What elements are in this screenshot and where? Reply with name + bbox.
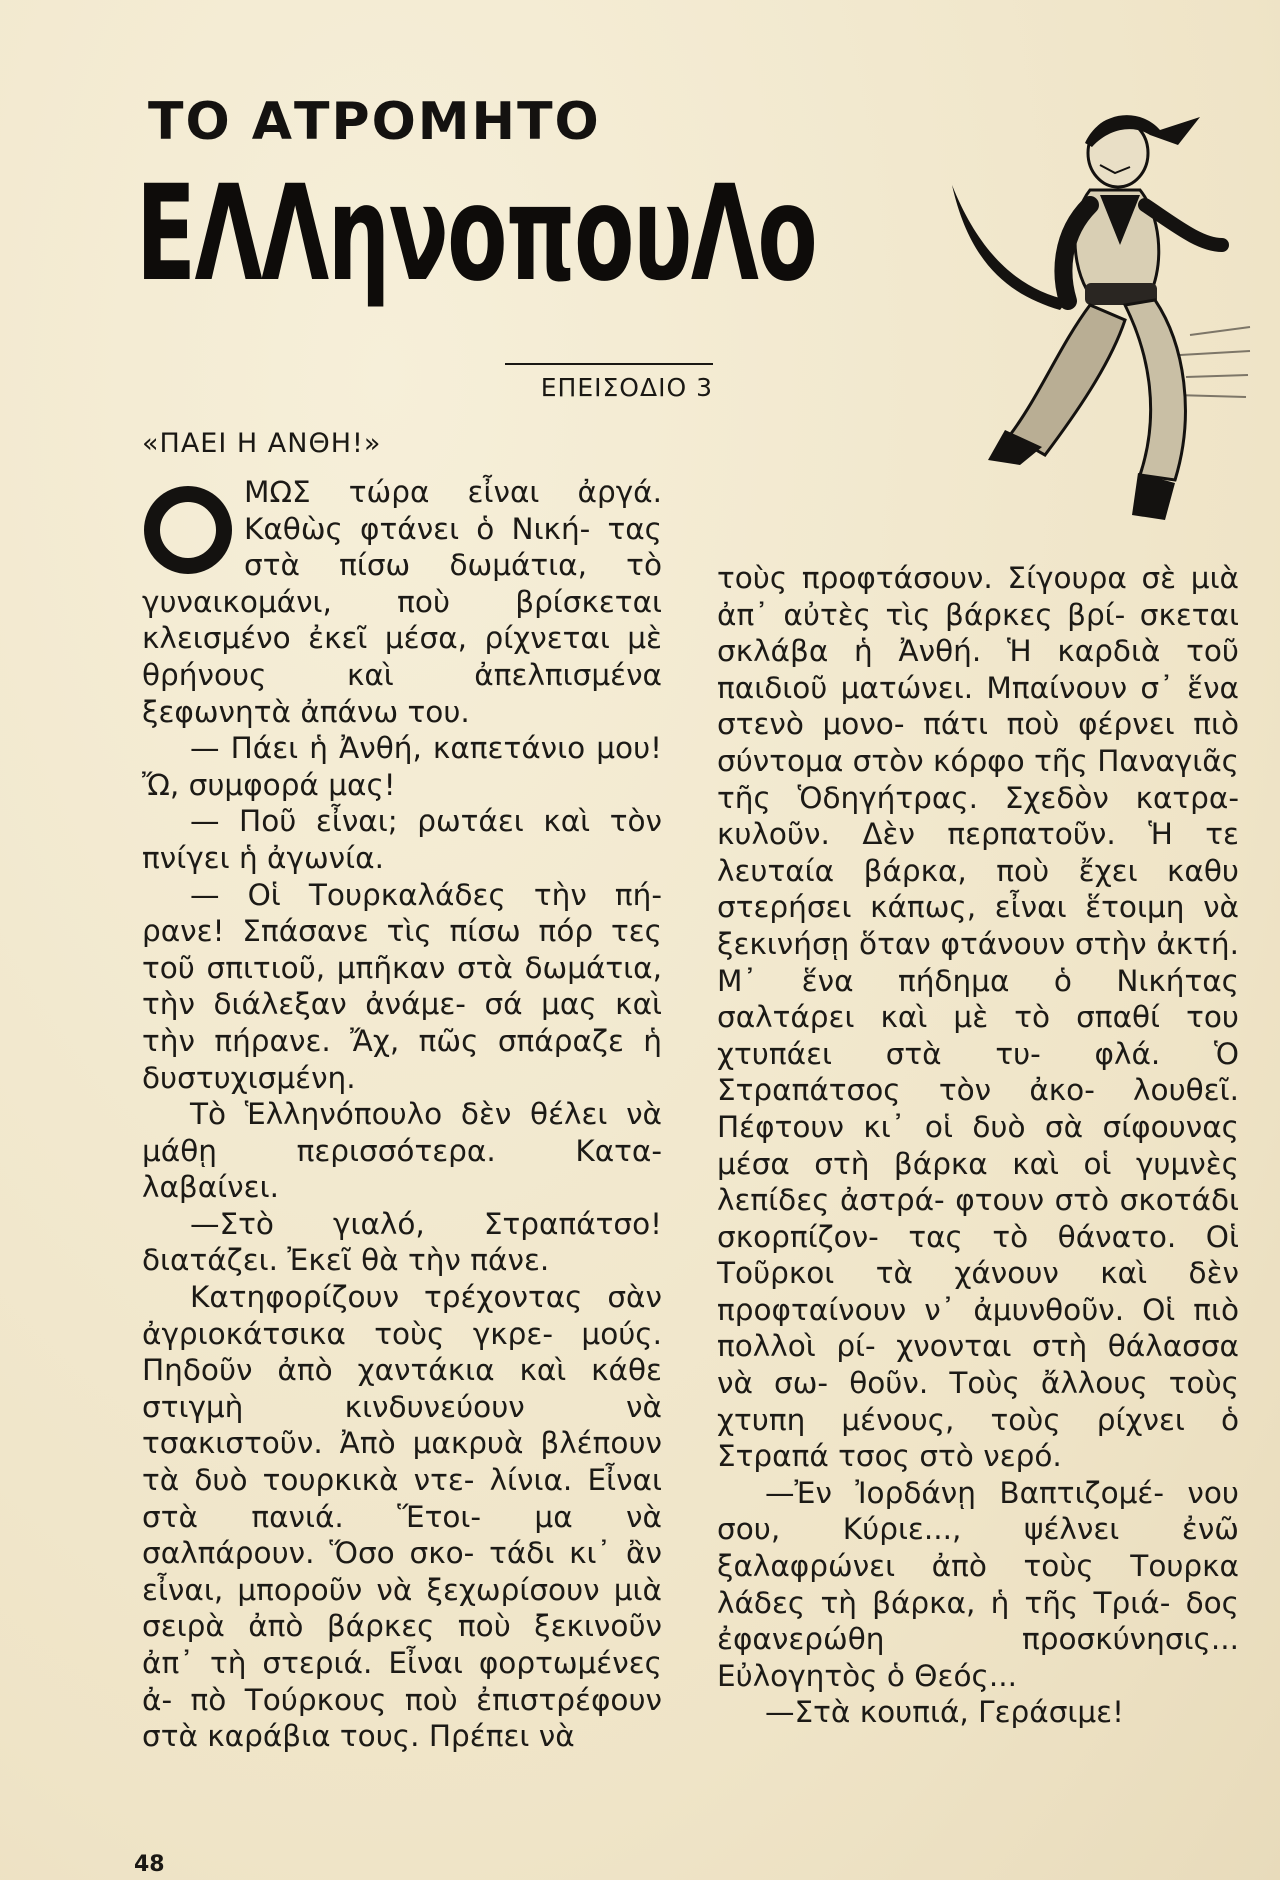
paragraph-9: —Ἐν Ἰορδάνῃ Βαπτιζομέ- νου σου, Κύριε..., ψέλνει ἐνῶ ξαλαφρώνει ἀπὸ τοὺς Τουρκα λάδες τὴ βάρκα, ἡ τῆς Τριά- δος ἐφανερώθη προσκύνησις... Εὐλογητὸς ὁ Θεός...: [717, 1475, 1239, 1693]
paragraph-1: ΜΩΣ τώρα εἶναι ἀργά. Καθὼς φτάνει ὁ Νική- τας στὰ πίσω δωμάτια, τὸ γυναικομάνι, ποὺ βρίσκεται κλεισμένο ἐκεῖ μέσα, ρίχνεται μὲ θρήνους καὶ ἀπελπισμένα ξεφωνητὰ ἀπάνω του.: [142, 475, 662, 729]
paragraph-3: — Ποῦ εἶναι; ρωτάει καὶ τὸν πνίγει ἡ ἀγωνία.: [142, 804, 662, 875]
paragraph-6: —Στὸ γιαλό, Στραπάτσο! διατάζει. Ἐκεῖ θὰ τὴν πάνε.: [142, 1206, 662, 1278]
left-column: [142, 474, 662, 1755]
page-title: ΕΛΛηνοπουΛο: [136, 157, 817, 311]
paragraph-5: Τὸ Ἑλληνόπουλο δὲν θέλει νὰ μάθῃ περισσότερα. Κατα- λαβαίνει.: [142, 1097, 662, 1205]
dropcap-o-icon: [142, 484, 234, 576]
pirate-swordsman-illustration: [950, 95, 1256, 535]
paragraph-8: τοὺς προφτάσουν. Σίγουρα σὲ μιὰ ἀπ᾽ αὐτὲς τὶς βάρκες βρί- σκεται σκλάβα ἡ Ἀνθή. Ἡ καρδιὰ τοῦ παιδιοῦ ματώνει. Μπαίνουν σ᾽ ἕνα στενὸ μονο- πάτι ποὺ φέρνει πιὸ σύντομα στὸν κόρφο τῆς Παναγιᾶς τῆς Ὁδηγήτρας. Σχεδὸν κατρα- κυλοῦν. Δὲν περπατοῦν. Ἡ τε λευταία βάρκα, ποὺ ἔχει καθυ στερήσει κάπως, εἶναι ἕτοιμη νὰ ξεκινήσῃ ὅταν φτάνουν στὴν ἀκτή. Μ᾽ ἕνα πήδημα ὁ Νικήτας σαλτάρει καὶ μὲ τὸ σπαθί του χτυπάει στὰ τυ- φλά. Ὁ Στραπάτσος τὸν ἀκο- λουθεῖ. Πέφτουν κι᾽ οἱ δυὸ σὰ σίφουνας μέσα στὴ βάρκα καὶ οἱ γυμνὲς λεπίδες ἀστρά- φτουν στὸ σκοτάδι σκορπίζον- τας τὸ θάνατο. Οἱ Τοῦρκοι τὰ χάνουν καὶ δὲν προφταίνουν ν᾽ ἀμυνθοῦν. Οἱ πιὸ πολλοὶ ρί- χνονται στὴ θάλασσα νὰ σω- θοῦν. Τοὺς ἄλλους τοὺς χτυπη μένους, τοὺς ρίχνει ὁ Στραπά τσος στὸ νερό.: [717, 561, 1239, 1474]
chapter-subhead: «ΠΑΕΙ Η ΑΝΘΗ!»: [142, 428, 382, 459]
paragraph-2: — Πάει ἡ Ἀνθή, καπετάνιο μου! Ὤ, συμφορά μας!: [142, 731, 662, 802]
paragraph-10: —Στὰ κουπιά, Γεράσιμε!: [765, 1695, 1124, 1730]
title-kicker: ΤΟ ΑΤΡΟΜΗΤΟ: [148, 92, 601, 152]
right-column: [717, 560, 1239, 1731]
page-number: 48: [134, 1852, 165, 1877]
paragraph-4: — Οἱ Τουρκαλάδες τὴν πή- ρανε! Σπάσανε τὶς πίσω πόρ τες τοῦ σπιτιοῦ, μπῆκαν στὰ δωμάτια, τὴν διάλεξαν ἀνάμε- σά μας καὶ τὴν πήρανε. Ἄχ, πῶς σπάραζε ἡ δυστυχισμένη.: [142, 877, 662, 1095]
paragraph-7: Κατηφορίζουν τρέχοντας σὰν ἀγριοκάτσικα τοὺς γκρε- μούς. Πηδοῦν ἀπὸ χαντάκια καὶ κάθε στιγμὴ κινδυνεύουν νὰ τσακιστοῦν. Ἀπὸ μακρυὰ βλέπουν τὰ δυὸ τουρκικὰ ντε- λίνια. Εἶναι στὰ πανιά. Ἕτοι- μα νὰ σαλπάρουν. Ὅσο σκο- τάδι κι᾽ ἂν εἶναι, μποροῦν νὰ ξεχωρίσουν μιὰ σειρὰ ἀπὸ βάρκες ποὺ ξεκινοῦν ἀπ᾽ τὴ στεριά. Εἶναι φορτωμένες ἀ- πὸ Τούρκους ποὺ ἐπιστρέφουν στὰ καράβια τους. Πρέπει νὰ: [142, 1280, 662, 1754]
episode-label: ΕΠΕΙΣΟΔΙΟ 3: [505, 363, 713, 402]
